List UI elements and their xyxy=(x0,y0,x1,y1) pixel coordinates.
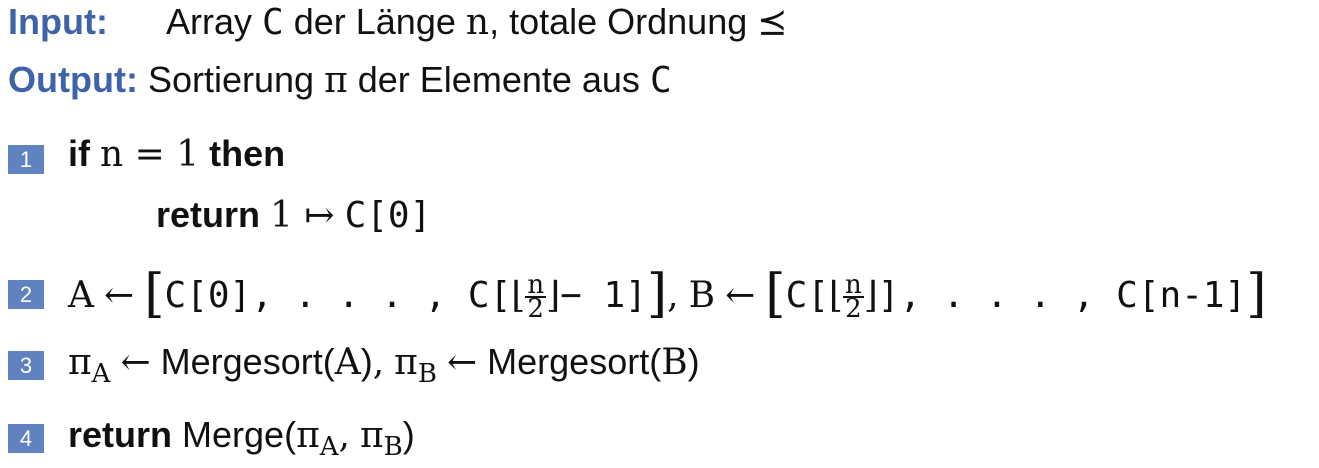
step-3-badge: 3 xyxy=(8,351,44,380)
b-var: B xyxy=(688,275,716,316)
mergesort-a-arg: A xyxy=(334,342,361,383)
arrow-4: ← xyxy=(446,342,478,383)
step-4-badge: 4 xyxy=(8,424,44,453)
input-text: Array xyxy=(165,1,252,42)
output-label: Output: xyxy=(8,59,138,100)
frac-num-b: n xyxy=(844,270,862,301)
frac-den-a: 2 xyxy=(527,294,544,325)
right-bracket-b: ] xyxy=(1246,264,1267,324)
step-2-badge: 2 xyxy=(8,280,44,309)
pi-a: π xyxy=(68,342,92,383)
comma-2: , xyxy=(372,342,385,383)
pi-b: π xyxy=(394,342,418,383)
output-line xyxy=(8,58,672,103)
mergesort-b-close: ) xyxy=(687,341,700,382)
frac-num-a: n xyxy=(527,270,545,301)
output-c: C xyxy=(649,60,672,101)
fraction-a xyxy=(525,270,546,325)
order-symbol: ⪯ xyxy=(757,2,788,43)
input-line xyxy=(8,0,787,45)
fraction-b xyxy=(843,270,864,325)
if-keyword: if xyxy=(68,133,90,174)
return-map: 1 ↦ xyxy=(270,195,335,236)
floor-left-a: ⌊ xyxy=(511,275,526,316)
floor-left-b: ⌊ xyxy=(828,275,843,316)
comma-1: , xyxy=(667,275,679,316)
a-var: A xyxy=(68,275,94,316)
input-text-2: der Länge xyxy=(293,1,456,42)
input-n: n xyxy=(465,2,490,43)
mergesort-b-call: Mergesort( xyxy=(487,341,662,382)
step-4-line xyxy=(68,413,415,461)
return-keyword-4: return xyxy=(68,414,173,455)
merge-pi-b: π xyxy=(359,415,384,456)
pi-b-sub: B xyxy=(417,359,437,389)
c0-list: C[0], . . . , C[ xyxy=(164,275,512,316)
merge-pi-b-sub: B xyxy=(383,432,403,462)
merge-pi-a-sub: A xyxy=(319,432,339,462)
left-bracket-a: [ xyxy=(144,264,165,324)
return-keyword: return xyxy=(156,194,261,235)
return-c0: C[0] xyxy=(344,195,432,236)
comma-3: , xyxy=(338,415,350,456)
output-pi: π xyxy=(324,60,348,101)
if-condition: n = 1 xyxy=(100,134,200,175)
step-1-return-line xyxy=(156,193,431,238)
arrow-2: ← xyxy=(725,275,756,316)
right-bracket-a: ] xyxy=(646,264,668,324)
step-1-line xyxy=(68,132,285,177)
mergesort-a-close: ) xyxy=(360,341,373,382)
left-bracket-b: [ xyxy=(765,264,786,324)
input-c: C xyxy=(262,2,284,43)
merge-pi-a: π xyxy=(296,415,320,456)
step-3-line xyxy=(68,340,700,388)
mergesort-b-arg: B xyxy=(661,342,688,383)
cstart-b: C[ xyxy=(785,275,829,316)
input-text-3: , totale Ordnung xyxy=(489,1,748,42)
arrow-1: ← xyxy=(104,275,135,316)
arrow-3: ← xyxy=(120,342,151,383)
merge-close: ) xyxy=(402,414,415,455)
output-text: Sortierung xyxy=(147,59,315,100)
input-label: Input: xyxy=(8,1,108,42)
mergesort-a-call: Mergesort( xyxy=(160,341,335,382)
merge-call: Merge( xyxy=(182,414,297,455)
pi-a-sub: A xyxy=(91,359,111,389)
step-1-badge: 1 xyxy=(8,145,44,174)
frac-den-b: 2 xyxy=(845,294,862,325)
floor-right-b: ⌋ xyxy=(863,275,878,316)
after-floor-b: ], . . . , C[n-1] xyxy=(877,275,1247,316)
output-text-2: der Elemente aus xyxy=(357,59,640,100)
step-2-line xyxy=(68,264,1267,325)
minus-one: − 1] xyxy=(560,275,647,316)
floor-right-a: ⌋ xyxy=(546,275,561,316)
then-keyword: then xyxy=(209,133,286,174)
